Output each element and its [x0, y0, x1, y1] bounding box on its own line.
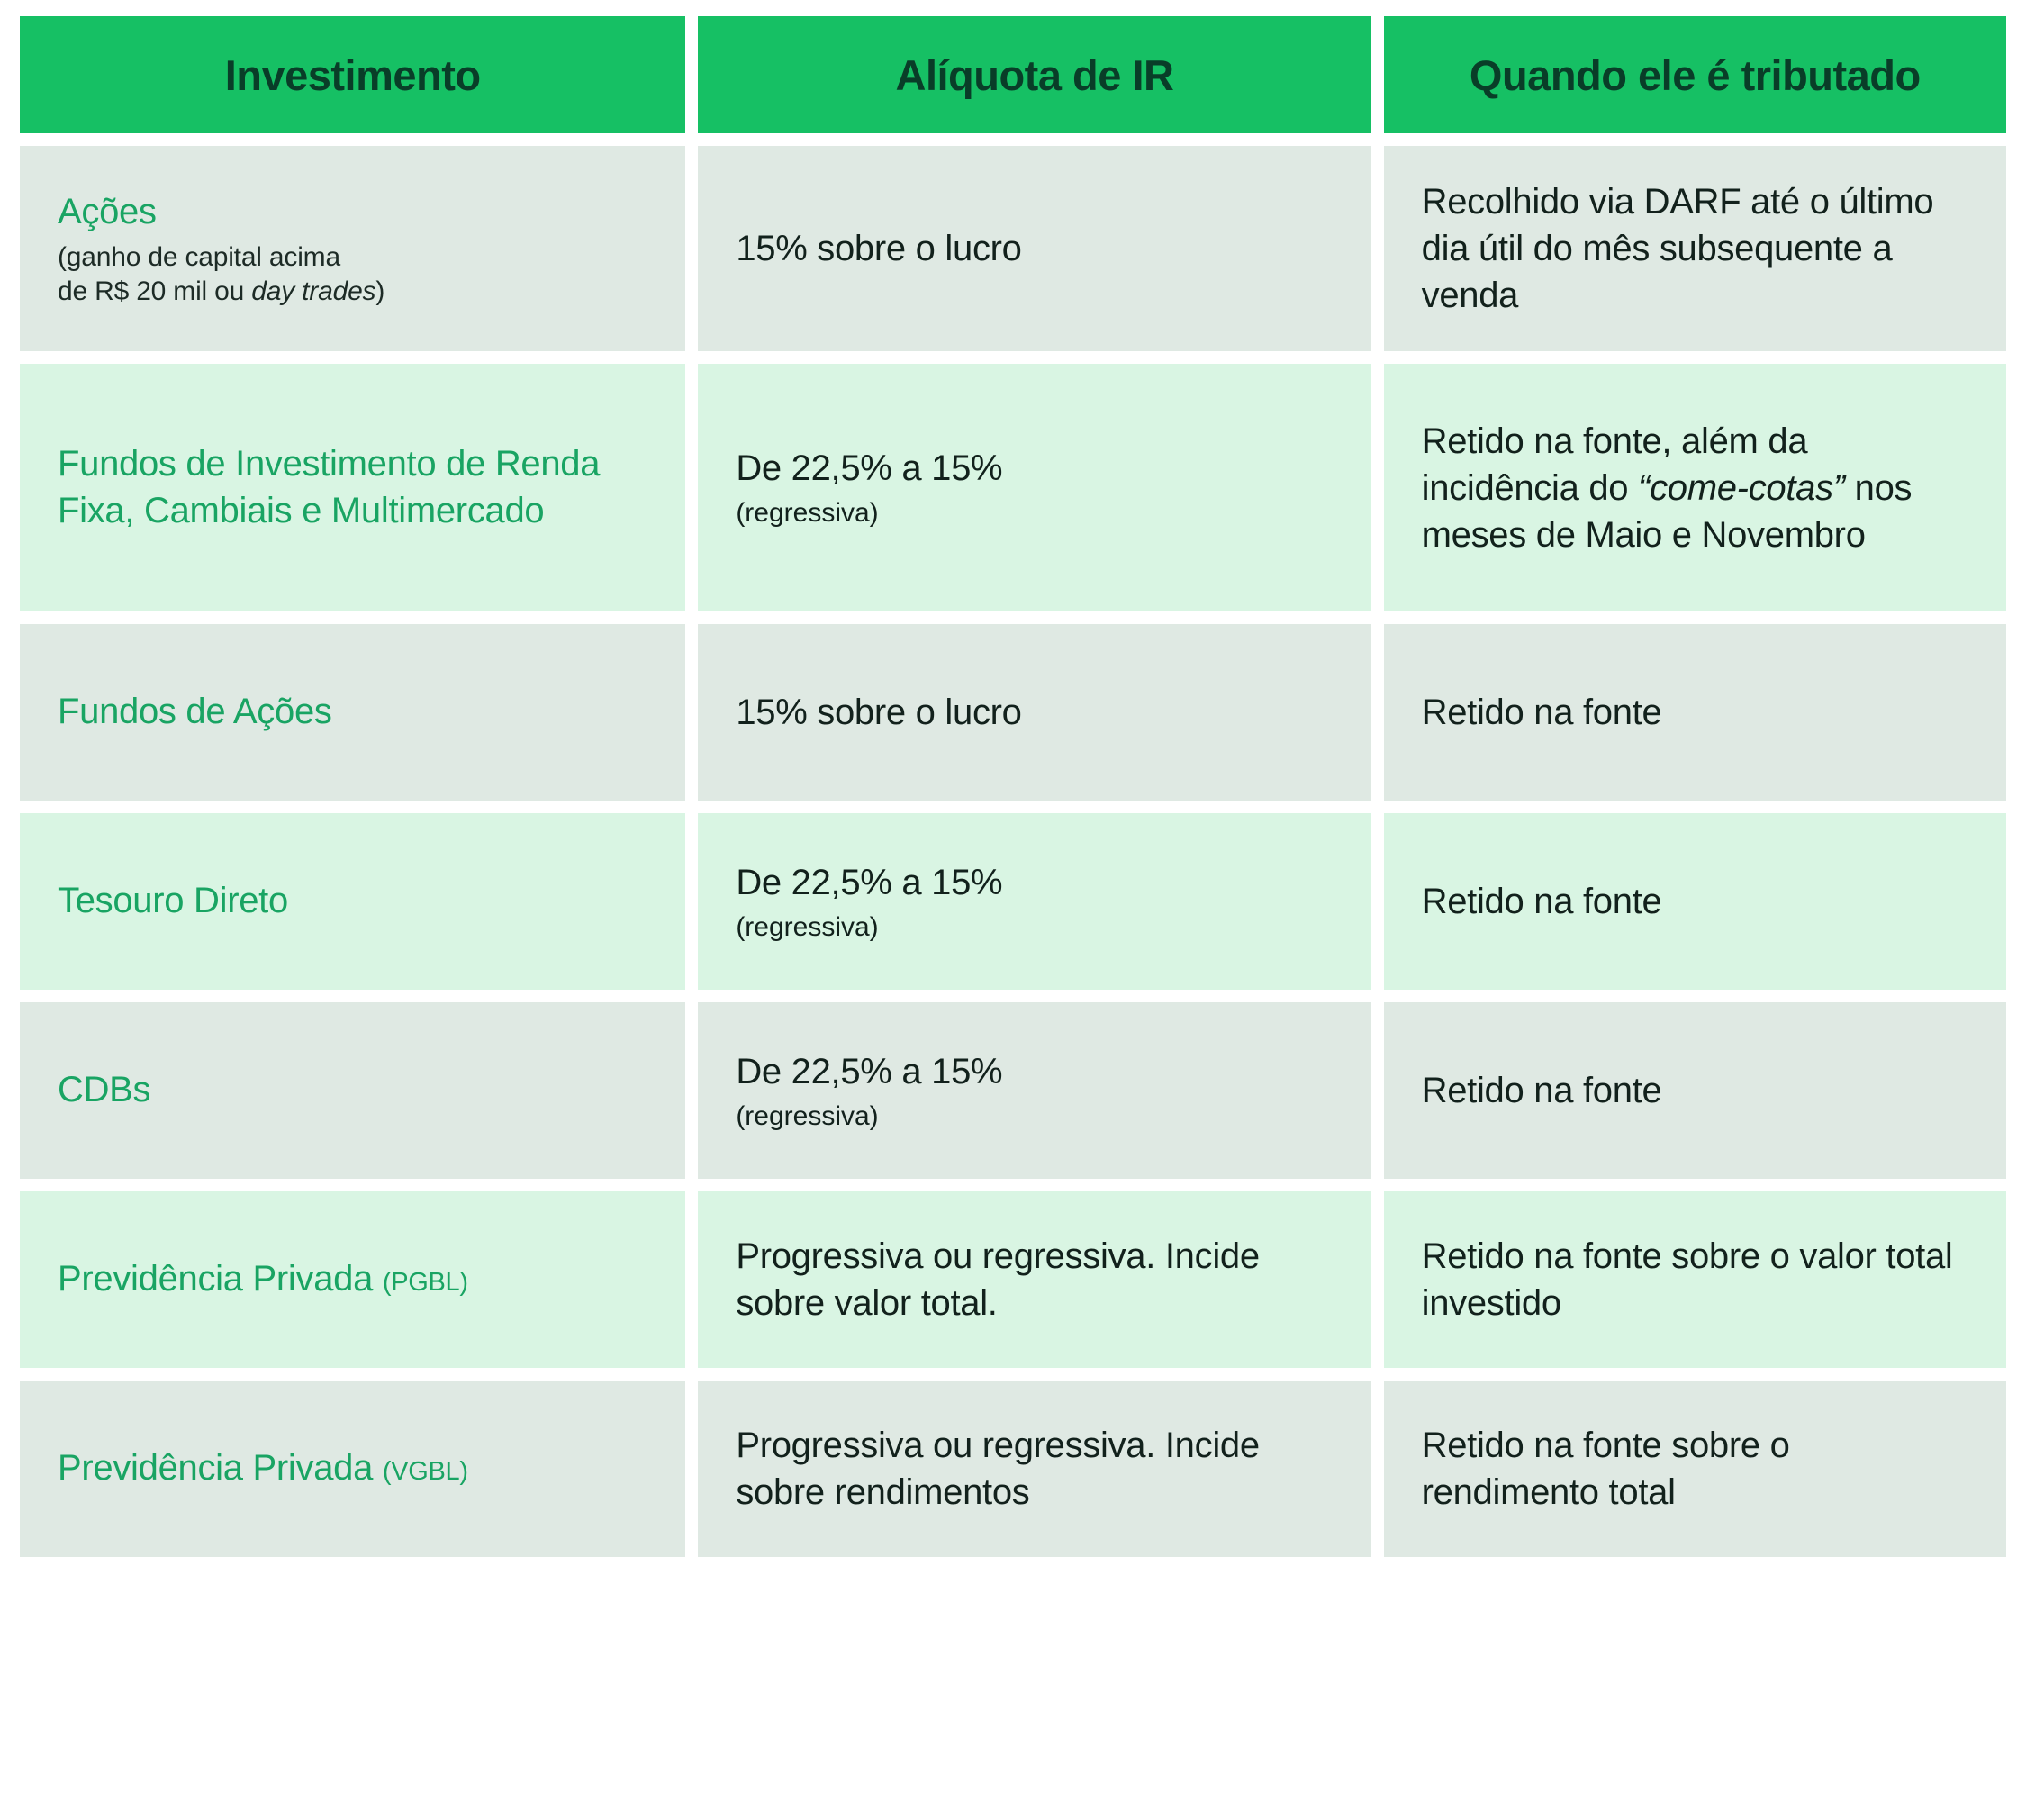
aliquota-value: De 22,5% a 15% — [736, 862, 1003, 902]
column-header-quando: Quando ele é tributado — [1384, 16, 2006, 133]
quando-value: Retido na fonte — [1421, 1071, 1662, 1110]
investment-name — [58, 1256, 647, 1302]
cell-aliquota — [698, 624, 1370, 801]
investment-tag: (VGBL) — [382, 1457, 468, 1487]
table-row — [20, 1002, 2006, 1179]
cell-investment — [20, 1381, 685, 1557]
table-row — [20, 1381, 2006, 1557]
cell-aliquota — [698, 1381, 1370, 1557]
investment-name — [58, 1445, 647, 1491]
cell-investment — [20, 1191, 685, 1368]
quando-value: Recolhido via DARF até o último dia útil do mês subsequente a venda — [1421, 182, 1934, 315]
column-header-aliquota: Alíquota de IR — [698, 16, 1370, 133]
quando-value: Retido na fonte sobre o rendimento total — [1421, 1426, 1790, 1512]
table-row — [20, 1191, 2006, 1368]
table-row — [20, 624, 2006, 801]
quando-pre: Retido na fonte, além da incidência do — [1421, 421, 1808, 508]
investment-name: Fundos de Investimento de Renda Fixa, Cambiais e Multimercado — [58, 444, 601, 530]
quando-value — [1422, 418, 1968, 558]
cell-quando — [1384, 624, 2006, 801]
aliquota-note: (regressiva) — [736, 498, 879, 528]
cell-investment — [20, 813, 685, 990]
investment-note-line1: (ganho de capital acima — [58, 241, 340, 272]
cell-investment — [20, 146, 685, 351]
table-header-row — [20, 16, 2006, 133]
cell-quando — [1384, 1002, 2006, 1179]
cell-investment — [20, 364, 685, 611]
investment-note-line2-italic: day trades — [251, 276, 376, 306]
cell-quando — [1384, 1191, 2006, 1368]
investment-note — [58, 240, 647, 309]
column-header-investimento: Investimento — [20, 16, 685, 133]
aliquota-note: (regressiva) — [736, 911, 879, 942]
cell-quando — [1384, 364, 2006, 611]
investment-label: Previdência Privada — [58, 1259, 383, 1299]
quando-post: nos meses de Maio e Novembro — [1421, 467, 1913, 555]
aliquota-value: 15% sobre o lucro — [736, 229, 1022, 268]
aliquota-value: 15% sobre o lucro — [736, 693, 1022, 732]
investment-name: Tesouro Direto — [58, 881, 288, 921]
cell-quando — [1384, 1381, 2006, 1557]
investment-note-line2-post: ) — [375, 276, 385, 306]
cell-aliquota — [698, 813, 1370, 990]
aliquota-value: Progressiva ou regressiva. Incide sobre valor total. — [736, 1236, 1260, 1323]
investment-name: Fundos de Ações — [58, 692, 332, 732]
investment-note-line2-pre: de R$ 20 mil ou — [58, 276, 252, 306]
quando-italic: “come-cotas” — [1638, 467, 1845, 508]
cell-quando — [1384, 146, 2006, 351]
investment-label: Previdência Privada — [58, 1448, 383, 1489]
cell-quando — [1384, 813, 2006, 990]
aliquota-value: De 22,5% a 15% — [736, 448, 1003, 488]
investment-tag: (PGBL) — [382, 1268, 468, 1298]
cell-aliquota — [698, 146, 1370, 351]
cell-aliquota — [698, 1002, 1370, 1179]
table-row — [20, 364, 2006, 611]
quando-value: Retido na fonte — [1421, 693, 1662, 732]
aliquota-value: Progressiva ou regressiva. Incide sobre rendimentos — [736, 1426, 1260, 1512]
investment-name: CDBs — [58, 1070, 151, 1110]
table-row — [20, 146, 2006, 351]
cell-investment — [20, 1002, 685, 1179]
table-row — [20, 813, 2006, 990]
aliquota-value: De 22,5% a 15% — [736, 1051, 1003, 1091]
quando-value: Retido na fonte — [1421, 882, 1662, 921]
investment-name: Ações — [58, 191, 157, 231]
aliquota-note: (regressiva) — [736, 1100, 879, 1131]
cell-aliquota — [698, 364, 1370, 611]
cell-aliquota — [698, 1191, 1370, 1368]
cell-investment — [20, 624, 685, 801]
quando-value: Retido na fonte sobre o valor total investido — [1421, 1236, 1953, 1323]
